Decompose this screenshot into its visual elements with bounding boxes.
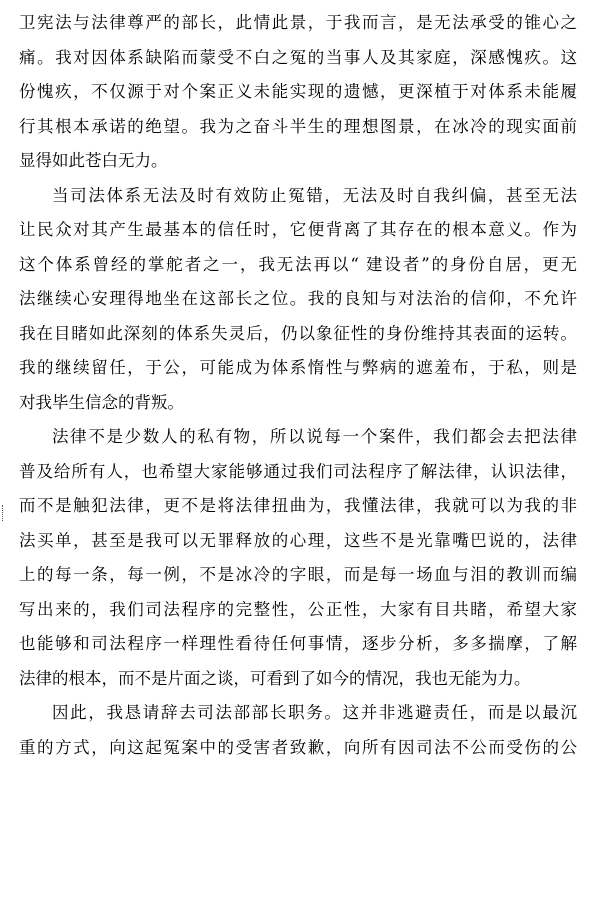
paragraph-3 [19,420,577,696]
text-line: 法律的根本，而不是片面之谈，可看到了如今的情况，我也无能为力。 [19,668,531,688]
text-line: 行其根本承诺的绝望。我为之奋斗半生的理想图景，在冰冷的现实面前 [19,116,577,136]
text-line: 上的每一条，每一例，不是冰冷的字眼，而是每一场血与泪的教训而编 [19,565,577,584]
text-line: 重的方式，向这起冤案中的受害者致歉，向所有因司法不公而受伤的公 [19,737,577,757]
text-line: 份愧疚，不仅源于对个案正义未能实现的遗憾，更深植于对体系未能履 [19,82,577,101]
text-line: 我在目睹如此深刻的体系失灵后，仍以象征性的身份维持其表面的运转。 [19,323,577,343]
text-line: 写出来的，我们司法程序的完整性，公正性，大家有目共睹，希望大家 [19,599,577,619]
paragraph-4 [19,696,577,765]
paragraph-2 [19,179,577,421]
text-line: 让民众对其产生最基本的信任时，它便背离了其存在的根本意义。作为 [19,220,577,239]
text-line: 对我毕生信念的背叛。 [19,392,184,412]
text-line: 普及给所有人，也希望大家能够通过我们司法程序了解法律，认识法律， [19,461,577,481]
text-line: 法继续心安理得地坐在这部长之位。我的良知与对法治的信仰，不允许 [19,289,577,308]
text-line: 法律不是少数人的私有物，所以说每一个案件，我们都会去把法律 [52,427,577,446]
text-line: 卫宪法与法律尊严的部长，此情此景，于我而言，是无法承受的锥心之 [19,13,577,32]
margin-marker [2,505,6,521]
text-line: 当司法体系无法及时有效防止冤错，无法及时自我纠偏，甚至无法 [52,185,577,205]
text-line: 也能够和司法程序一样理性看待任何事情，逐步分析，多多揣摩，了解 [19,634,577,653]
text-line: 我的继续留任，于公，可能成为体系惰性与弊病的遮羞布，于私，则是 [19,358,577,377]
text-line: 这个体系曾经的掌舵者之一，我无法再以“ 建设者”的身份自居，更无 [19,254,577,274]
document-body [19,6,577,765]
paragraph-1 [19,6,577,179]
text-line: 而不是触犯法律，更不是将法律扭曲为，我懂法律，我就可以为我的非 [19,496,577,515]
text-line: 因此，我恳请辞去司法部部长职务。这并非逃避责任，而是以最沉 [52,703,577,722]
text-line: 显得如此苍白无力。 [19,151,168,170]
text-line: 法买单，甚至是我可以无罪释放的心理，这些不是光靠嘴巴说的，法律 [19,530,577,550]
text-line: 痛。我对因体系缺陷而蒙受不白之冤的当事人及其家庭，深感愧疚。这 [19,47,577,67]
